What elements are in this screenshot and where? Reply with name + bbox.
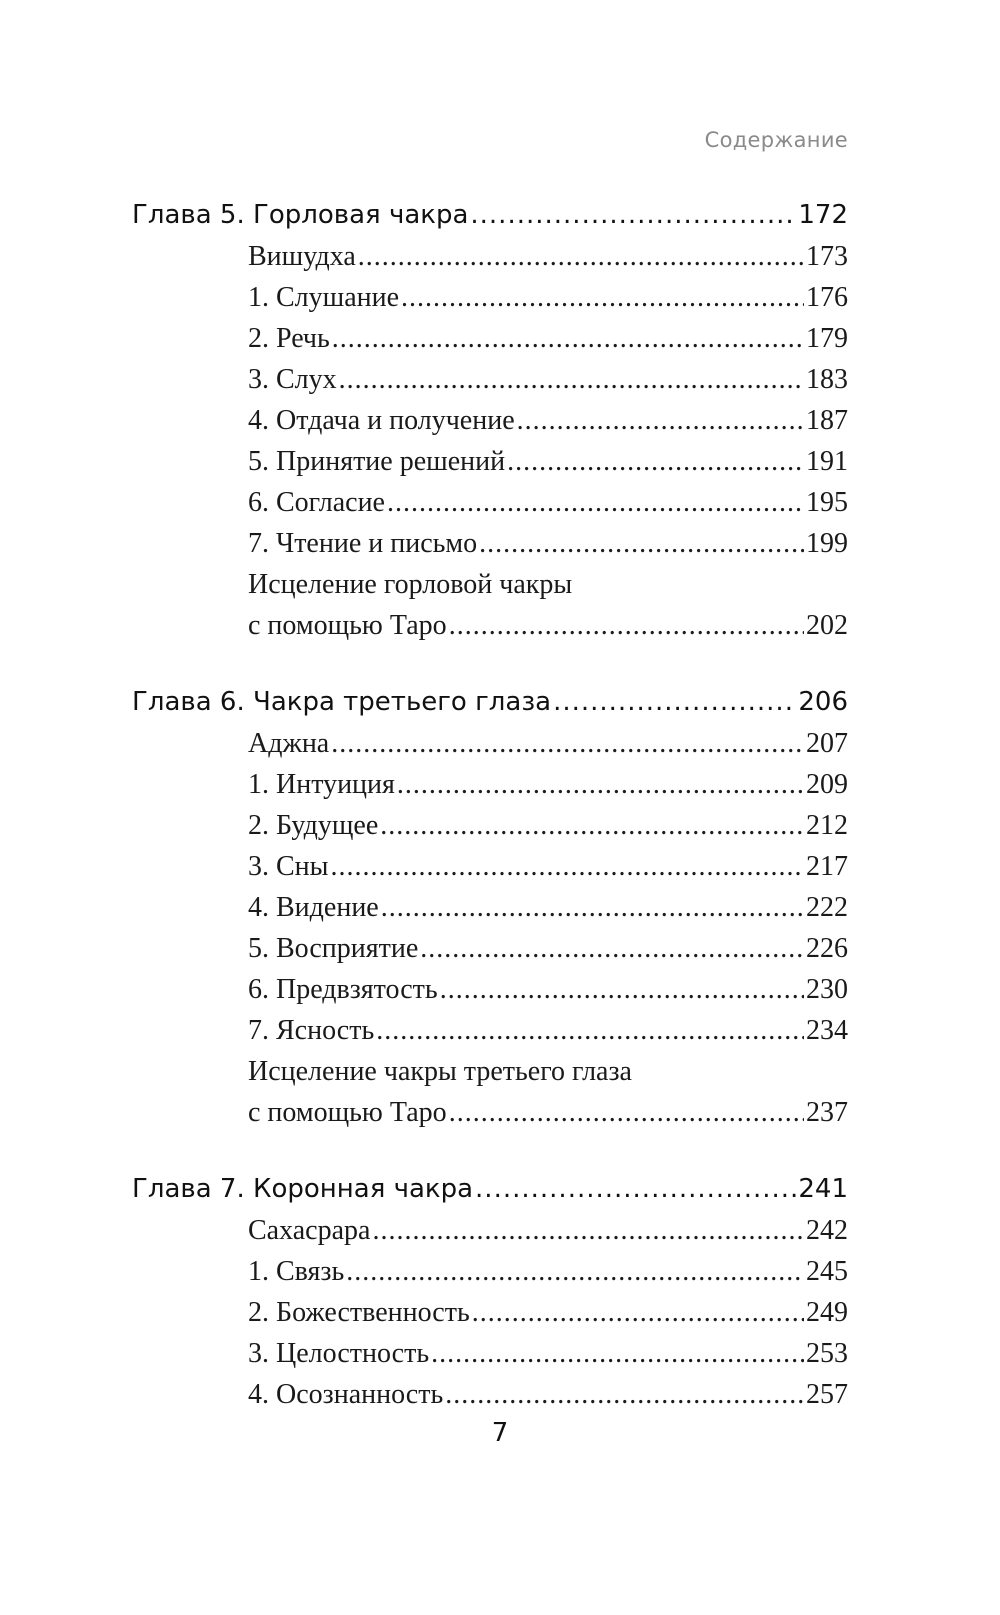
dot-leader [401,277,804,318]
page-number: 234 [806,1015,848,1046]
page-number: 206 [798,687,848,717]
entry-title: 1. Интуиция [248,769,395,800]
entry-title: 2. Будущее [248,810,379,841]
dot-leader [553,682,796,723]
entry-title: 7. Чтение и письмо [248,528,478,559]
entry-title: с помощью Таро [248,1097,447,1128]
toc-entry-healing-line1[interactable] [132,1051,848,1092]
chapter-title: Глава 5. Горловая чакра [132,200,469,230]
page-number: 217 [806,851,848,882]
dot-leader [332,318,804,359]
running-head: Содержание [704,128,848,152]
toc-entry[interactable] [132,969,848,1010]
entry-title: 3. Слух [248,364,337,395]
table-of-contents [132,195,848,1451]
dot-leader [431,1333,804,1374]
toc-entry[interactable] [132,400,848,441]
dot-leader [339,359,804,400]
page-number: 245 [806,1256,848,1287]
toc-entry[interactable] [132,887,848,928]
page-number: 212 [806,810,848,841]
chapter-heading[interactable] [132,1169,848,1210]
toc-entry[interactable] [132,1292,848,1333]
page-number: 195 [806,487,848,518]
dot-leader [479,523,804,564]
page-number: 222 [806,892,848,923]
dot-leader [475,1169,796,1210]
entry-title: 4. Отдача и получение [248,405,515,436]
chapter-heading[interactable] [132,682,848,723]
entry-title: 6. Согласие [248,487,385,518]
dot-leader [420,928,804,969]
dot-leader [472,1292,804,1333]
page-number: 183 [806,364,848,395]
toc-entry[interactable] [132,1210,848,1251]
page-number: 187 [806,405,848,436]
page-number: 249 [806,1297,848,1328]
entry-title: 7. Ясность [248,1015,375,1046]
entry-title: 2. Божественность [248,1297,470,1328]
dot-leader [440,969,804,1010]
toc-entry-healing-line2[interactable] [132,605,848,646]
page-number: 179 [806,323,848,354]
toc-entry[interactable] [132,805,848,846]
page-number: 209 [806,769,848,800]
page-folio: 7 [491,1418,509,1448]
dot-leader [470,195,796,236]
entry-title: 5. Принятие решений [248,446,506,477]
entry-title: Аджна [248,728,330,759]
toc-entry[interactable] [132,318,848,359]
entry-title: с помощью Таро [248,610,447,641]
entry-title: 5. Восприятие [248,933,419,964]
toc-entry-healing-line2[interactable] [132,1092,848,1133]
dot-leader [330,846,804,887]
dot-leader [449,605,804,646]
page-number: 202 [806,610,848,641]
toc-entry[interactable] [132,723,848,764]
chapter-heading[interactable] [132,195,848,236]
page-number: 176 [806,282,848,313]
page-number: 226 [806,933,848,964]
entry-title: Сахасрара [248,1215,371,1246]
page-number: 253 [806,1338,848,1369]
toc-entry[interactable] [132,846,848,887]
dot-leader [449,1092,804,1133]
page-number: 230 [806,974,848,1005]
dot-leader [397,764,804,805]
toc-entry[interactable] [132,359,848,400]
dot-leader [358,236,804,277]
dot-leader [376,1010,804,1051]
page-number: 257 [806,1379,848,1410]
entry-title: Вишудха [248,241,356,272]
page-number: 191 [806,446,848,477]
dot-leader [380,805,804,846]
chapter-title: Глава 6. Чакра третьего глаза [132,687,552,717]
toc-entry[interactable] [132,1374,848,1415]
toc-entry[interactable] [132,236,848,277]
page-number: 199 [806,528,848,559]
dot-leader [507,441,804,482]
toc-entry-healing-line1[interactable] [132,564,848,605]
entry-title: Исцеление чакры третьего глаза [248,1056,632,1087]
entry-title: 3. Сны [248,851,329,882]
entry-title: 4. Осознанность [248,1379,444,1410]
toc-entry[interactable] [132,523,848,564]
dot-leader [387,482,804,523]
entry-title: Исцеление горловой чакры [248,569,573,600]
page-number: 172 [798,200,848,230]
entry-title: 3. Целостность [248,1338,430,1369]
page-number: 241 [798,1174,848,1204]
dot-leader [445,1374,804,1415]
entry-title: 1. Слушание [248,282,400,313]
toc-entry[interactable] [132,1010,848,1051]
chapter-title: Глава 7. Коронная чакра [132,1174,474,1204]
toc-entry[interactable] [132,1251,848,1292]
chapter-7 [132,1169,848,1415]
entry-title: 6. Предвзятость [248,974,438,1005]
toc-entry[interactable] [132,928,848,969]
page-number: 173 [806,241,848,272]
dot-leader [346,1251,804,1292]
dot-leader [372,1210,804,1251]
entry-title: 1. Связь [248,1256,345,1287]
entry-title: 2. Речь [248,323,330,354]
toc-entry[interactable] [132,764,848,805]
toc-entry[interactable] [132,482,848,523]
toc-entry[interactable] [132,1333,848,1374]
entry-title: 4. Видение [248,892,379,923]
page-number: 242 [806,1215,848,1246]
page-number: 207 [806,728,848,759]
toc-entry[interactable] [132,441,848,482]
dot-leader [381,887,804,928]
dot-leader [517,400,804,441]
page-number: 237 [806,1097,848,1128]
dot-leader [331,723,804,764]
chapter-6 [132,682,848,1133]
chapter-5 [132,195,848,646]
toc-entry[interactable] [132,277,848,318]
